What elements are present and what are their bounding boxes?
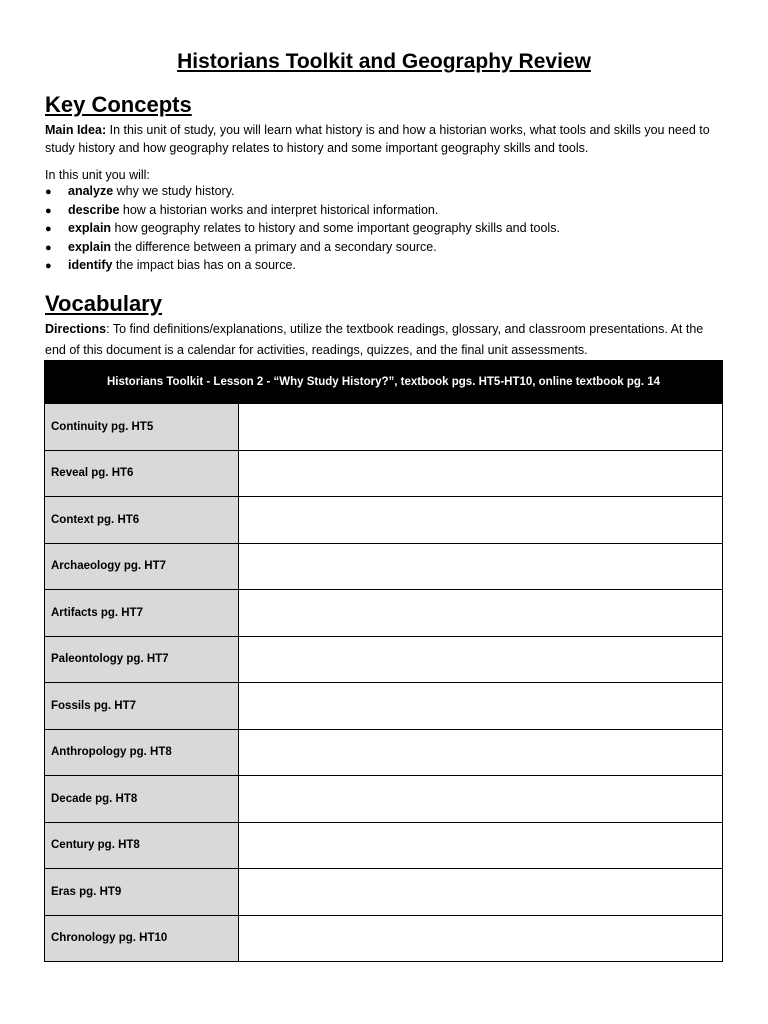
vocab-term: Reveal pg. HT6 [45, 450, 239, 497]
vocab-term: Continuity pg. HT5 [45, 404, 239, 451]
objective-verb: describe [68, 202, 120, 217]
table-row [45, 404, 723, 451]
objectives-list [45, 183, 560, 276]
table-row [45, 497, 723, 544]
definition-cell[interactable] [239, 497, 723, 544]
table-row [45, 450, 723, 497]
vocab-term: Decade pg. HT8 [45, 776, 239, 823]
vocab-term: Fossils pg. HT7 [45, 683, 239, 730]
vocabulary-table [44, 360, 723, 962]
objective-text: how geography relates to history and some important geography skills and tools. [111, 221, 560, 236]
objective-text: why we study history. [113, 184, 235, 198]
objective-text: the impact bias has on a source. [112, 258, 296, 273]
definition-cell[interactable] [239, 869, 723, 916]
definition-cell[interactable] [239, 590, 723, 637]
table-header-row [45, 361, 723, 404]
definition-cell[interactable] [239, 683, 723, 730]
bullet-icon: ● [45, 223, 52, 236]
directions-paragraph [45, 319, 725, 361]
vocab-term: Anthropology pg. HT8 [45, 729, 239, 776]
objective-verb: identify [68, 258, 113, 273]
table-row [45, 590, 723, 637]
vocab-term: Archaeology pg. HT7 [45, 543, 239, 590]
key-concepts-heading: Key Concepts [45, 92, 192, 117]
vocab-term: Context pg. HT6 [45, 497, 239, 544]
main-idea-paragraph [45, 121, 725, 157]
table-row [45, 543, 723, 590]
objective-item [45, 183, 560, 202]
table-row [45, 776, 723, 823]
directions-text: : To find definitions/explanations, utilize the textbook readings, glossary, and classroom presentations. At the end of this document is a calendar for activities, readings, quizzes, and the final unit assessments. [45, 322, 704, 357]
document-title: Historians Toolkit and Geography Review [177, 50, 591, 73]
table-row [45, 869, 723, 916]
objective-text: how a historian works and interpret historical information. [119, 202, 439, 217]
definition-cell[interactable] [239, 636, 723, 683]
objective-verb: explain [68, 221, 112, 236]
definition-cell[interactable] [239, 822, 723, 869]
table-row [45, 729, 723, 776]
bullet-icon: ● [45, 186, 52, 198]
objective-text: the difference between a primary and a secondary source. [111, 239, 437, 254]
bullet-icon: ● [45, 241, 52, 254]
vocabulary-heading: Vocabulary [45, 291, 162, 316]
definition-cell[interactable] [239, 450, 723, 497]
table-row [45, 683, 723, 730]
directions-label: Directions [45, 322, 107, 336]
vocab-term: Eras pg. HT9 [45, 869, 239, 916]
objective-item [45, 202, 560, 221]
main-idea-label: Main Idea: [45, 123, 107, 137]
bullet-icon: ● [45, 260, 52, 273]
main-idea-text: In this unit of study, you will learn what history is and how a historian works, what tools and skills you need to study history and how geography relates to history and some important geography skills and tools. [45, 123, 710, 155]
objective-item [45, 257, 560, 276]
objective-item [45, 239, 560, 258]
objective-verb: explain [68, 239, 112, 254]
vocab-term: Artifacts pg. HT7 [45, 590, 239, 637]
vocab-term: Chronology pg. HT10 [45, 915, 239, 962]
table-row [45, 636, 723, 683]
definition-cell[interactable] [239, 543, 723, 590]
table-row [45, 915, 723, 962]
definition-cell[interactable] [239, 729, 723, 776]
bullet-icon: ● [45, 204, 52, 217]
definition-cell[interactable] [239, 776, 723, 823]
vocab-term: Century pg. HT8 [45, 822, 239, 869]
vocab-term: Paleontology pg. HT7 [45, 636, 239, 683]
table-header: Historians Toolkit - Lesson 2 - “Why Study History?”, textbook pgs. HT5-HT10, online textbook pg. 14 [45, 361, 723, 404]
unit-intro: In this unit you will: [45, 168, 150, 182]
definition-cell[interactable] [239, 915, 723, 962]
table-row [45, 822, 723, 869]
definition-cell[interactable] [239, 404, 723, 451]
objective-item [45, 220, 560, 239]
objective-verb: analyze [68, 184, 114, 198]
